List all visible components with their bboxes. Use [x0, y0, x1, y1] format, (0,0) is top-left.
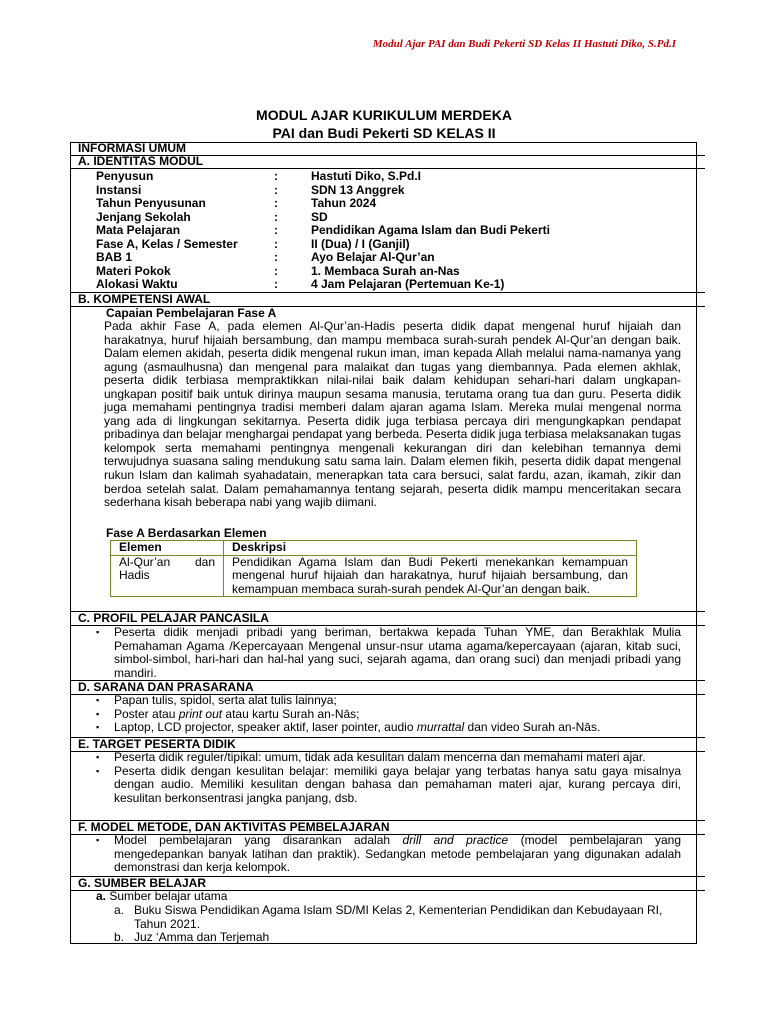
identitas-value: Tahun 2024	[311, 196, 377, 210]
list-item: ▪ Peserta didik dengan kesulitan belajar: memiliki gaya belajar yang terbatas hanya satu gaya misalnya dengan audio. Memiliki kesulitan dengan bahasa dan pemahaman materi ajar, kurang percaya diri, kesulitan berkonsentrasi jangka panjang, dsb.	[96, 763, 681, 805]
identitas-label: Jenjang Sekolah	[96, 209, 191, 224]
identitas-value: 1. Membaca Surah an-Nas	[311, 263, 460, 278]
profil-list	[96, 626, 681, 680]
bullet-icon: ▪	[96, 722, 100, 732]
model-list	[96, 834, 681, 875]
identitas-label: Fase A, Kelas / Semester	[96, 236, 238, 251]
list-item: ▪ Model pembelajaran yang disarankan adalah drill and practice (model pembelajaran yang mengedepankan banyak latihan dan praktik). Sedangkan metode pembelajaran yang digunakan adalah demonstrasi dan kerja kelompok.	[96, 833, 681, 874]
target-list	[96, 751, 681, 805]
section-g-heading: G. SUMBER BELAJAR	[70, 876, 705, 891]
document-title: MODUL AJAR KURIKULUM MERDEKA	[256, 107, 512, 123]
identitas-colon: :	[274, 236, 278, 251]
identitas-colon: :	[274, 182, 278, 197]
identitas-value: II (Dua) / I (Ganjil)	[311, 236, 410, 251]
bullet-icon: ▪	[96, 708, 100, 719]
identitas-label: Mata Pelajaran	[96, 223, 181, 237]
cell-elemen: Al-Qur’an dan Hadis	[111, 555, 224, 597]
identitas-value: Ayo Belajar Al-Qur’an	[311, 250, 435, 264]
list-item: ▪ Peserta didik menjadi pribadi yang beriman, bertakwa kepada Tuhan YME, dan Berakhlak Mulia Pemahaman Agama /Kepercayaan Mengenal unsur-nsur utama agama/kepercayaan (ajaran, kitab suci, simbol-simbol, hari-hari dan hal-hal yang suci, sejarah agama, dan orang suci) dan menjadi pribadi yang mandiri.	[96, 625, 681, 680]
fase-element-title: Fase A Berdasarkan Elemen	[106, 526, 267, 540]
identitas-label: Tahun Penyusunan	[96, 196, 206, 210]
header-deskripsi: Deskripsi	[224, 541, 637, 556]
identitas-value: 4 Jam Pelajaran (Pertemuan Ke-1)	[311, 277, 505, 291]
identitas-colon: :	[274, 196, 278, 210]
document-subtitle: PAI dan Budi Pekerti SD KELAS II	[272, 125, 496, 141]
identitas-colon: :	[274, 263, 278, 278]
identitas-colon: :	[274, 223, 278, 237]
identitas-label: Penyusun	[96, 169, 154, 183]
sarana-list	[96, 694, 681, 735]
identitas-colon: :	[274, 209, 278, 224]
list-item: ▪ Laptop, LCD projector, speaker aktif, laser pointer, audio murrattal dan video Surah an-Nās.	[96, 720, 601, 734]
identitas-colon: :	[274, 250, 278, 264]
list-item: ▪ Papan tulis, spidol, serta alat tulis lainnya;	[96, 693, 337, 707]
identitas-label: Materi Pokok	[96, 263, 171, 278]
identitas-value: Pendidikan Agama Islam dan Budi Pekerti	[311, 223, 550, 237]
identitas-label: Instansi	[96, 182, 142, 197]
informasi-umum-heading: INFORMASI UMUM	[70, 142, 705, 156]
bullet-icon: ▪	[96, 627, 100, 637]
identitas-label: Alokasi Waktu	[96, 277, 178, 291]
identitas-value: SDN 13 Anggrek	[311, 182, 405, 197]
section-f-heading: F. MODEL METODE, DAN AKTIVITAS PEMBELAJARAN	[70, 820, 705, 835]
bullet-icon: ▪	[96, 835, 100, 845]
list-item: ▪ Peserta didik reguler/tipikal: umum, tidak ada kesulitan dalam mencerna dan memahami materi ajar.	[96, 750, 646, 764]
running-header: Modul Ajar PAI dan Budi Pekerti SD Kelas II Hastuti Diko, S.Pd.I	[372, 38, 676, 50]
header-elemen: Elemen	[111, 541, 224, 556]
identitas-value: SD	[311, 209, 328, 224]
identitas-colon: :	[274, 277, 278, 291]
bullet-icon: ▪	[96, 695, 100, 705]
element-table-header	[111, 541, 637, 556]
identitas-value: Hastuti Diko, S.Pd.I	[311, 169, 422, 183]
sumber-utama-label: a. Sumber belajar utama	[96, 889, 228, 903]
element-table	[110, 540, 637, 597]
section-e-heading: E. TARGET PESERTA DIDIK	[70, 737, 705, 752]
cp-title: Capaian Pembelajaran Fase A	[106, 306, 277, 320]
cell-deskripsi: Pendidikan Agama Islam dan Budi Pekerti menekankan kemampuan mengenal huruf hijaiah dan harakatnya, huruf hijaiah bersambung, dan kemampuan membaca surah-surah pendek Al-Qur’an dengan baik.	[224, 555, 637, 597]
bullet-icon: ▪	[96, 765, 100, 776]
bullet-icon: ▪	[96, 752, 100, 762]
cp-paragraph: Pada akhir Fase A, pada elemen Al-Qur’an-Hadis peserta didik dapat mengenal huruf hijaiah dan harakatnya, huruf hijaiah bersambung, dan mampu membaca surah-surah pendek Al-Qur’an dengan baik. Dalam elemen akidah, peserta didik mengenal rukun iman, iman kepada Allah melalui nama-namanya yang agung (asmaulhusna) dan mengenal para malaikat dan tugas yang diembannya. Pada elemen akhlak, peserta didik terbiasa mempraktikkan nilai-nilai baik dalam kehidupan sehari-hari dalam ungkapan-ungkapan positif baik untuk dirinya maupun sesama manusia, terutama orang tua dan guru. Peserta didik juga memahami pentingnya tradisi memberi dalam ajaran agama Islam. Mereka mulai mengenal norma yang ada di lingkungan sekitarnya. Peserta didik juga terbiasa percaya diri mengungkapkan pendapat pribadinya dan belajar menghargai pendapat yang berbeda. Peserta didik juga terbiasa melaksanakan tugas kelompok serta memahami pentingnya mengenali kekurangan diri dan kelebihan temannya demi terwujudnya suasana saling mendukung satu sama lain. Dalam elemen fikih, peserta didik dapat mengenal rukun Islam dan kalimah syahadatain, menerapkan tata cara bersuci, salat fardu, azan, ikamah, zikir dan berdoa setelah salat. Dalam pemahamannya tentang sejarah, peserta didik mampu menceritakan secara sederhana kisah beberapa nabi yang wajib diimani.	[104, 319, 681, 510]
sumber-item-a: a. Buku Siswa Pendidikan Agama Islam SD/MI Kelas 2, Kementerian Pendidikan dan Kebudayaan RI, Tahun 2021.	[114, 903, 663, 931]
sumber-item-b: b. Juz ‘Amma dan Terjemah	[114, 930, 270, 944]
section-d-heading: D. SARANA DAN PRASARANA	[70, 680, 705, 695]
identitas-colon: :	[274, 169, 278, 183]
section-a-heading: A. IDENTITAS MODUL	[70, 155, 705, 169]
table-row	[111, 555, 637, 597]
identitas-label: BAB 1	[96, 250, 133, 264]
list-item: ▪ Poster atau print out atau kartu Surah an-Nās;	[96, 706, 360, 721]
section-b-heading: B. KOMPETENSI AWAL	[70, 292, 705, 307]
section-c-heading: C. PROFIL PELAJAR PANCASILA	[70, 611, 705, 626]
